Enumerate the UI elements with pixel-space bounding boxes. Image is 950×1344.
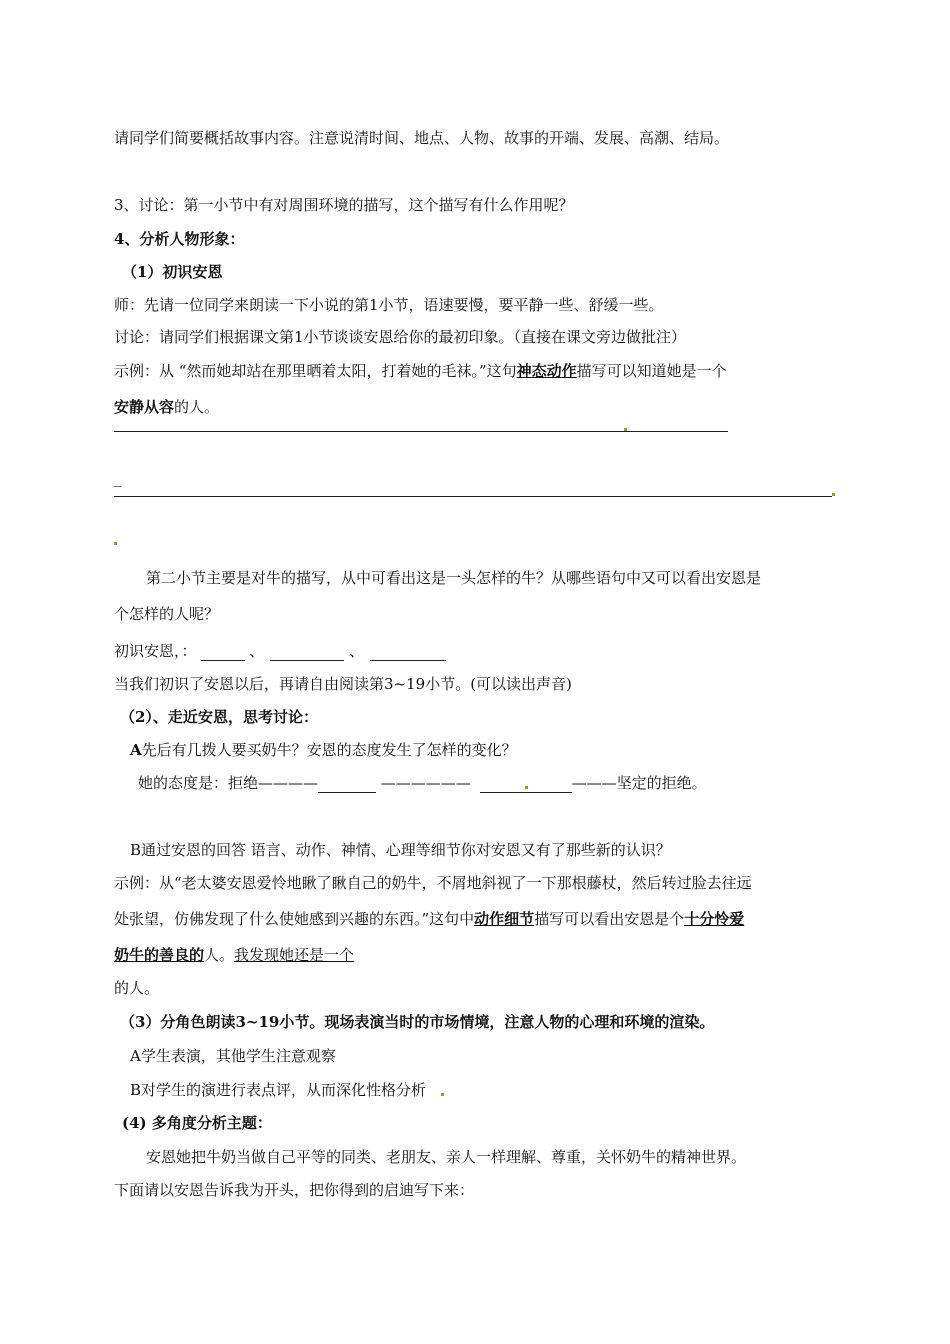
first-impression-fill [114, 641, 446, 661]
answer-line-2[interactable] [114, 496, 832, 497]
example-1-line-2 [114, 397, 219, 417]
speck-mark [832, 493, 835, 496]
reading-instruction: 当我们初识了安恩以后，再请自由阅读第3~19小节。(可以读出声音) [114, 675, 572, 693]
blank-field-2[interactable] [270, 645, 344, 661]
example-2-text-person: 人。 [204, 946, 235, 964]
example-2-text-c: 描写可以看出安恩是个 [534, 910, 685, 928]
example-1-text-a: 示例：从 “然而她却站在那里晒着太阳，打着她的毛袜。”这句 [114, 362, 517, 380]
stray-underscore: _ [114, 469, 122, 487]
example-2-line-2 [114, 909, 744, 929]
subheading-role-play: （3）分角色朗读3~19小节。现场表演当时的市场情境，注意人物的心理和环境的渲染。 [120, 1013, 715, 1031]
second-section-question: 第二小节主要是对牛的描写，从中可看出这是一头怎样的牛？从哪些语句中又可以看出安恩是 [146, 569, 762, 587]
subheading-first-meet: （1）初识安恩 [122, 263, 223, 281]
attitude-text-b: —————— [376, 774, 476, 792]
speck-mark [114, 542, 117, 545]
example-2-trait-part2: 奶牛的善良的 [114, 946, 205, 964]
blank-field-3[interactable] [370, 645, 446, 661]
attitude-blank-1[interactable] [318, 777, 376, 793]
speck-mark [624, 428, 627, 431]
writing-instruction: 下面请以安恩告诉我为开头，把你得到的启迪写下来： [114, 1181, 475, 1199]
separator-2: 、 [344, 642, 365, 660]
example-2-line-1: 示例：从“老太婆安恩爱怜地瞅了瞅自己的奶牛，不屑地斜视了一下那根藤杖，然后转过脸去往远 [114, 874, 752, 892]
discussion-question-3: 3、讨论：第一小节中有对周围环境的描写，这个描写有什么作用呢？ [114, 196, 574, 214]
example-1-line-1 [114, 361, 727, 381]
teacher-instruction: 师：先请一位同学来朗读一下小说的第1小节，语速要慢，要平静一些、舒缓一些。 [114, 296, 664, 314]
example-2-prompt: 我发现她还是一个 [234, 946, 355, 964]
attitude-blank-2[interactable] [480, 777, 572, 793]
speck-mark [525, 786, 528, 789]
example-1-text-e: 的人。 [174, 398, 220, 416]
discussion-prompt: 讨论：请同学们根据课文第1小节谈谈安恩给你的最初印象。（直接在课文旁边做批注） [114, 328, 687, 346]
question-a [130, 740, 517, 760]
blank-field-1[interactable] [201, 645, 245, 661]
question-b: B通过安恩的回答 语言、动作、神情、心理等细节你对安恩又有了那些新的认识？ [130, 841, 671, 859]
question-a-text: 先后有几拨人要买奶牛？安恩的态度发生了怎样的变化？ [141, 741, 517, 759]
separator-1: 、 [244, 642, 265, 660]
attitude-line [138, 773, 707, 793]
example-2-line-3 [114, 945, 354, 965]
paragraph-summary: 请同学们简要概括故事内容。注意说清时间、地点、人物、故事的开端、发展、高潮、结局。 [114, 129, 730, 147]
example-1-keyword: 神态动作 [516, 362, 577, 380]
speck-mark [441, 1093, 444, 1096]
subheading-approach: （2）、走近安恩，思考讨论： [120, 708, 318, 726]
subheading-theme: (4) 多角度分析主题： [122, 1114, 272, 1132]
role-play-item-b: B对学生的演进行表点评，从而深化性格分析 [130, 1081, 427, 1099]
example-2-keyword: 动作细节 [474, 910, 535, 928]
theme-paragraph: 安恩她把牛奶当做自己平等的同类、老朋友、亲人一样理解、尊重，关怀奶牛的精神世界。 [146, 1148, 747, 1166]
attitude-text-a: 她的态度是：拒绝———— [138, 774, 319, 792]
example-1-trait: 安静从容 [114, 398, 175, 416]
question-a-letter: A [130, 741, 142, 759]
second-section-question-cont: 个怎样的人呢？ [114, 605, 220, 623]
role-play-item-a: A学生表演，其他学生注意观察 [130, 1047, 336, 1065]
example-2-text-a: 处张望，仿佛发现了什么使她感到兴趣的东西。”这句中 [114, 910, 475, 928]
example-2-line-4: 的人。 [114, 979, 160, 997]
attitude-text-c: ———坚定的拒绝。 [571, 774, 707, 792]
example-2-trait-part1: 十分怜爱 [684, 910, 745, 928]
first-impression-label: 初识安恩，： [114, 642, 197, 660]
example-1-text-c: 描写可以知道她是一个 [576, 362, 727, 380]
section-heading-4: 4、分析人物形象： [114, 230, 245, 248]
answer-line-1[interactable] [114, 431, 728, 432]
